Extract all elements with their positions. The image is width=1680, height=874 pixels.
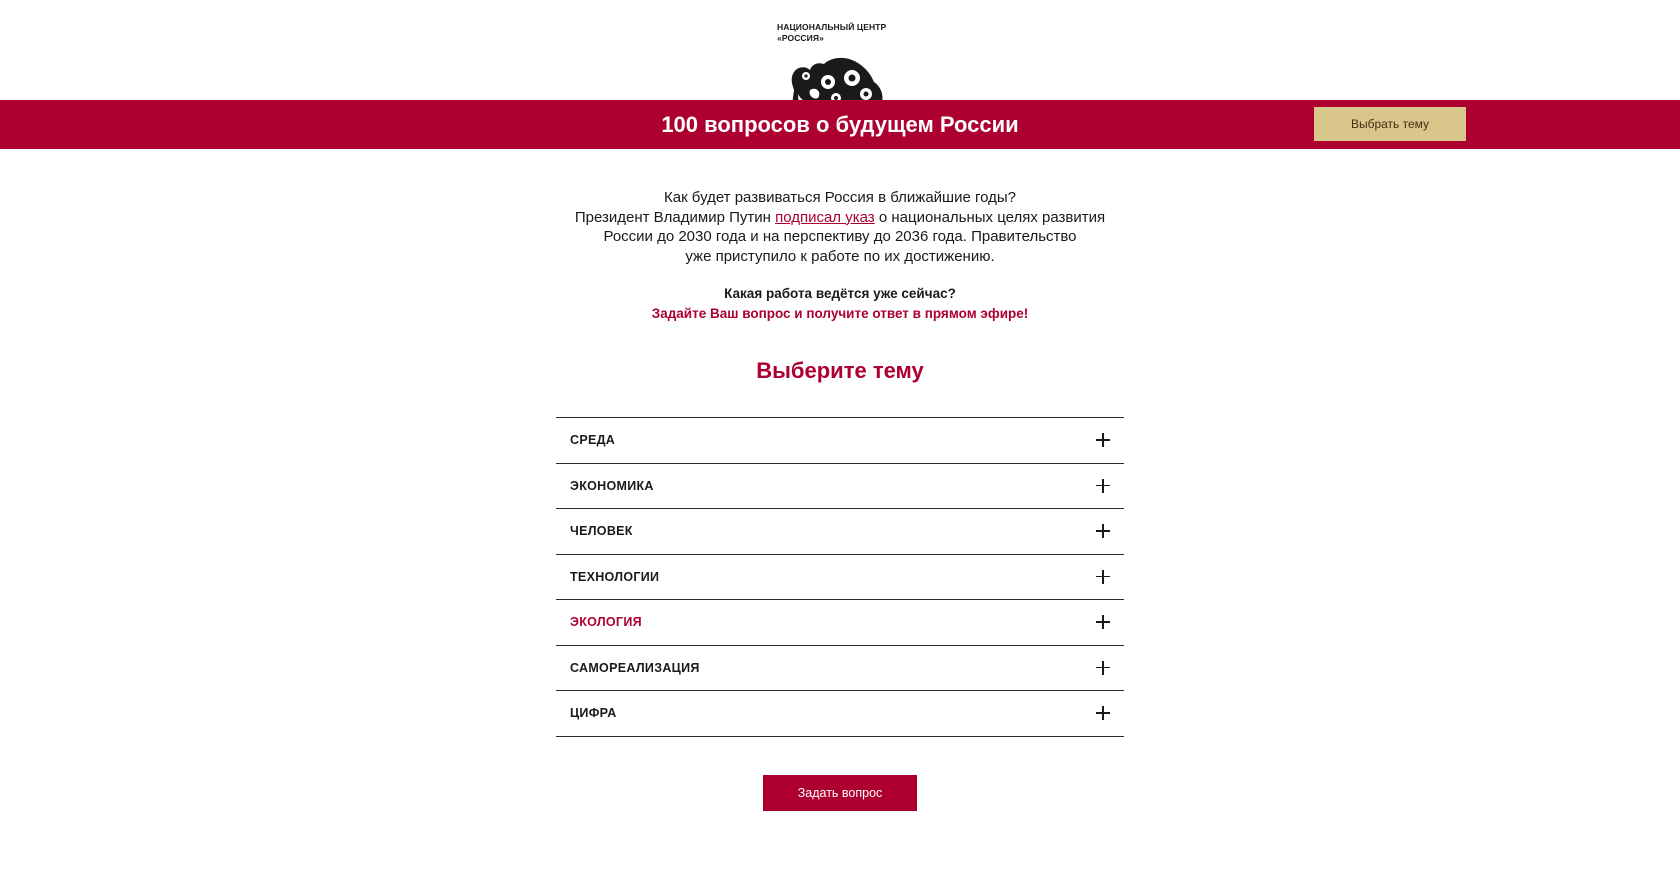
intro-line-2-end: о национальных целях развития xyxy=(874,208,1106,226)
question-subheading: Задайте Ваш вопрос и получите ответ в прямом эфире! xyxy=(651,306,1029,321)
topic-item[interactable] xyxy=(556,646,1124,692)
logo-title-line2: «РОССИЯ» xyxy=(777,33,824,43)
plus-icon[interactable] xyxy=(1096,524,1110,538)
page-title: 100 вопросов о будущем России xyxy=(661,112,1019,137)
intro-line-1: Как будет развиваться Россия в ближайшие годы? xyxy=(664,189,1016,206)
header-banner xyxy=(0,100,1680,149)
topic-label: СРЕДА xyxy=(570,433,616,447)
site-logo[interactable] xyxy=(777,22,897,100)
ask-question-button[interactable]: Задать вопрос xyxy=(763,775,917,811)
plus-icon[interactable] xyxy=(1096,615,1110,629)
choose-topic-button[interactable]: Выбрать тему xyxy=(1314,107,1466,141)
intro-line-2 xyxy=(540,208,1140,228)
topics-accordion xyxy=(556,417,1124,737)
topic-label: ЧЕЛОВЕК xyxy=(570,524,633,538)
question-heading: Какая работа ведётся уже сейчас? xyxy=(724,286,956,301)
decree-link[interactable]: подписал указ xyxy=(775,208,875,226)
choose-topic-heading: Выберите тему xyxy=(756,358,924,383)
plus-icon[interactable] xyxy=(1096,433,1110,447)
topic-item[interactable] xyxy=(556,509,1124,555)
plus-icon[interactable] xyxy=(1096,570,1110,584)
topic-item[interactable] xyxy=(556,464,1124,510)
intro-line-4: уже приступило к работе по их достижению. xyxy=(685,247,995,265)
intro-text xyxy=(540,188,1140,266)
intro-line-3: России до 2030 года и на перспективу до 2036 года. Правительство xyxy=(603,228,1077,245)
topic-label: САМОРЕАЛИЗАЦИЯ xyxy=(570,660,700,675)
plus-icon[interactable] xyxy=(1096,661,1110,675)
topic-label: ТЕХНОЛОГИИ xyxy=(570,569,660,584)
call-to-action-text xyxy=(540,284,1140,324)
topic-label: ЭКОНОМИКА xyxy=(570,478,654,493)
plus-icon[interactable] xyxy=(1096,479,1110,493)
topic-label: ЭКОЛОГИЯ xyxy=(570,615,642,629)
topic-item[interactable] xyxy=(556,555,1124,601)
logo-title-line1: НАЦИОНАЛЬНЫЙ ЦЕНТР xyxy=(777,22,887,32)
topic-item[interactable] xyxy=(556,691,1124,737)
topic-label: ЦИФРА xyxy=(570,706,617,720)
topic-item[interactable] xyxy=(556,418,1124,464)
intro-line-2-start: Президент Владимир Путин xyxy=(574,208,776,226)
plus-icon[interactable] xyxy=(1096,706,1110,720)
topic-item[interactable] xyxy=(556,600,1124,646)
